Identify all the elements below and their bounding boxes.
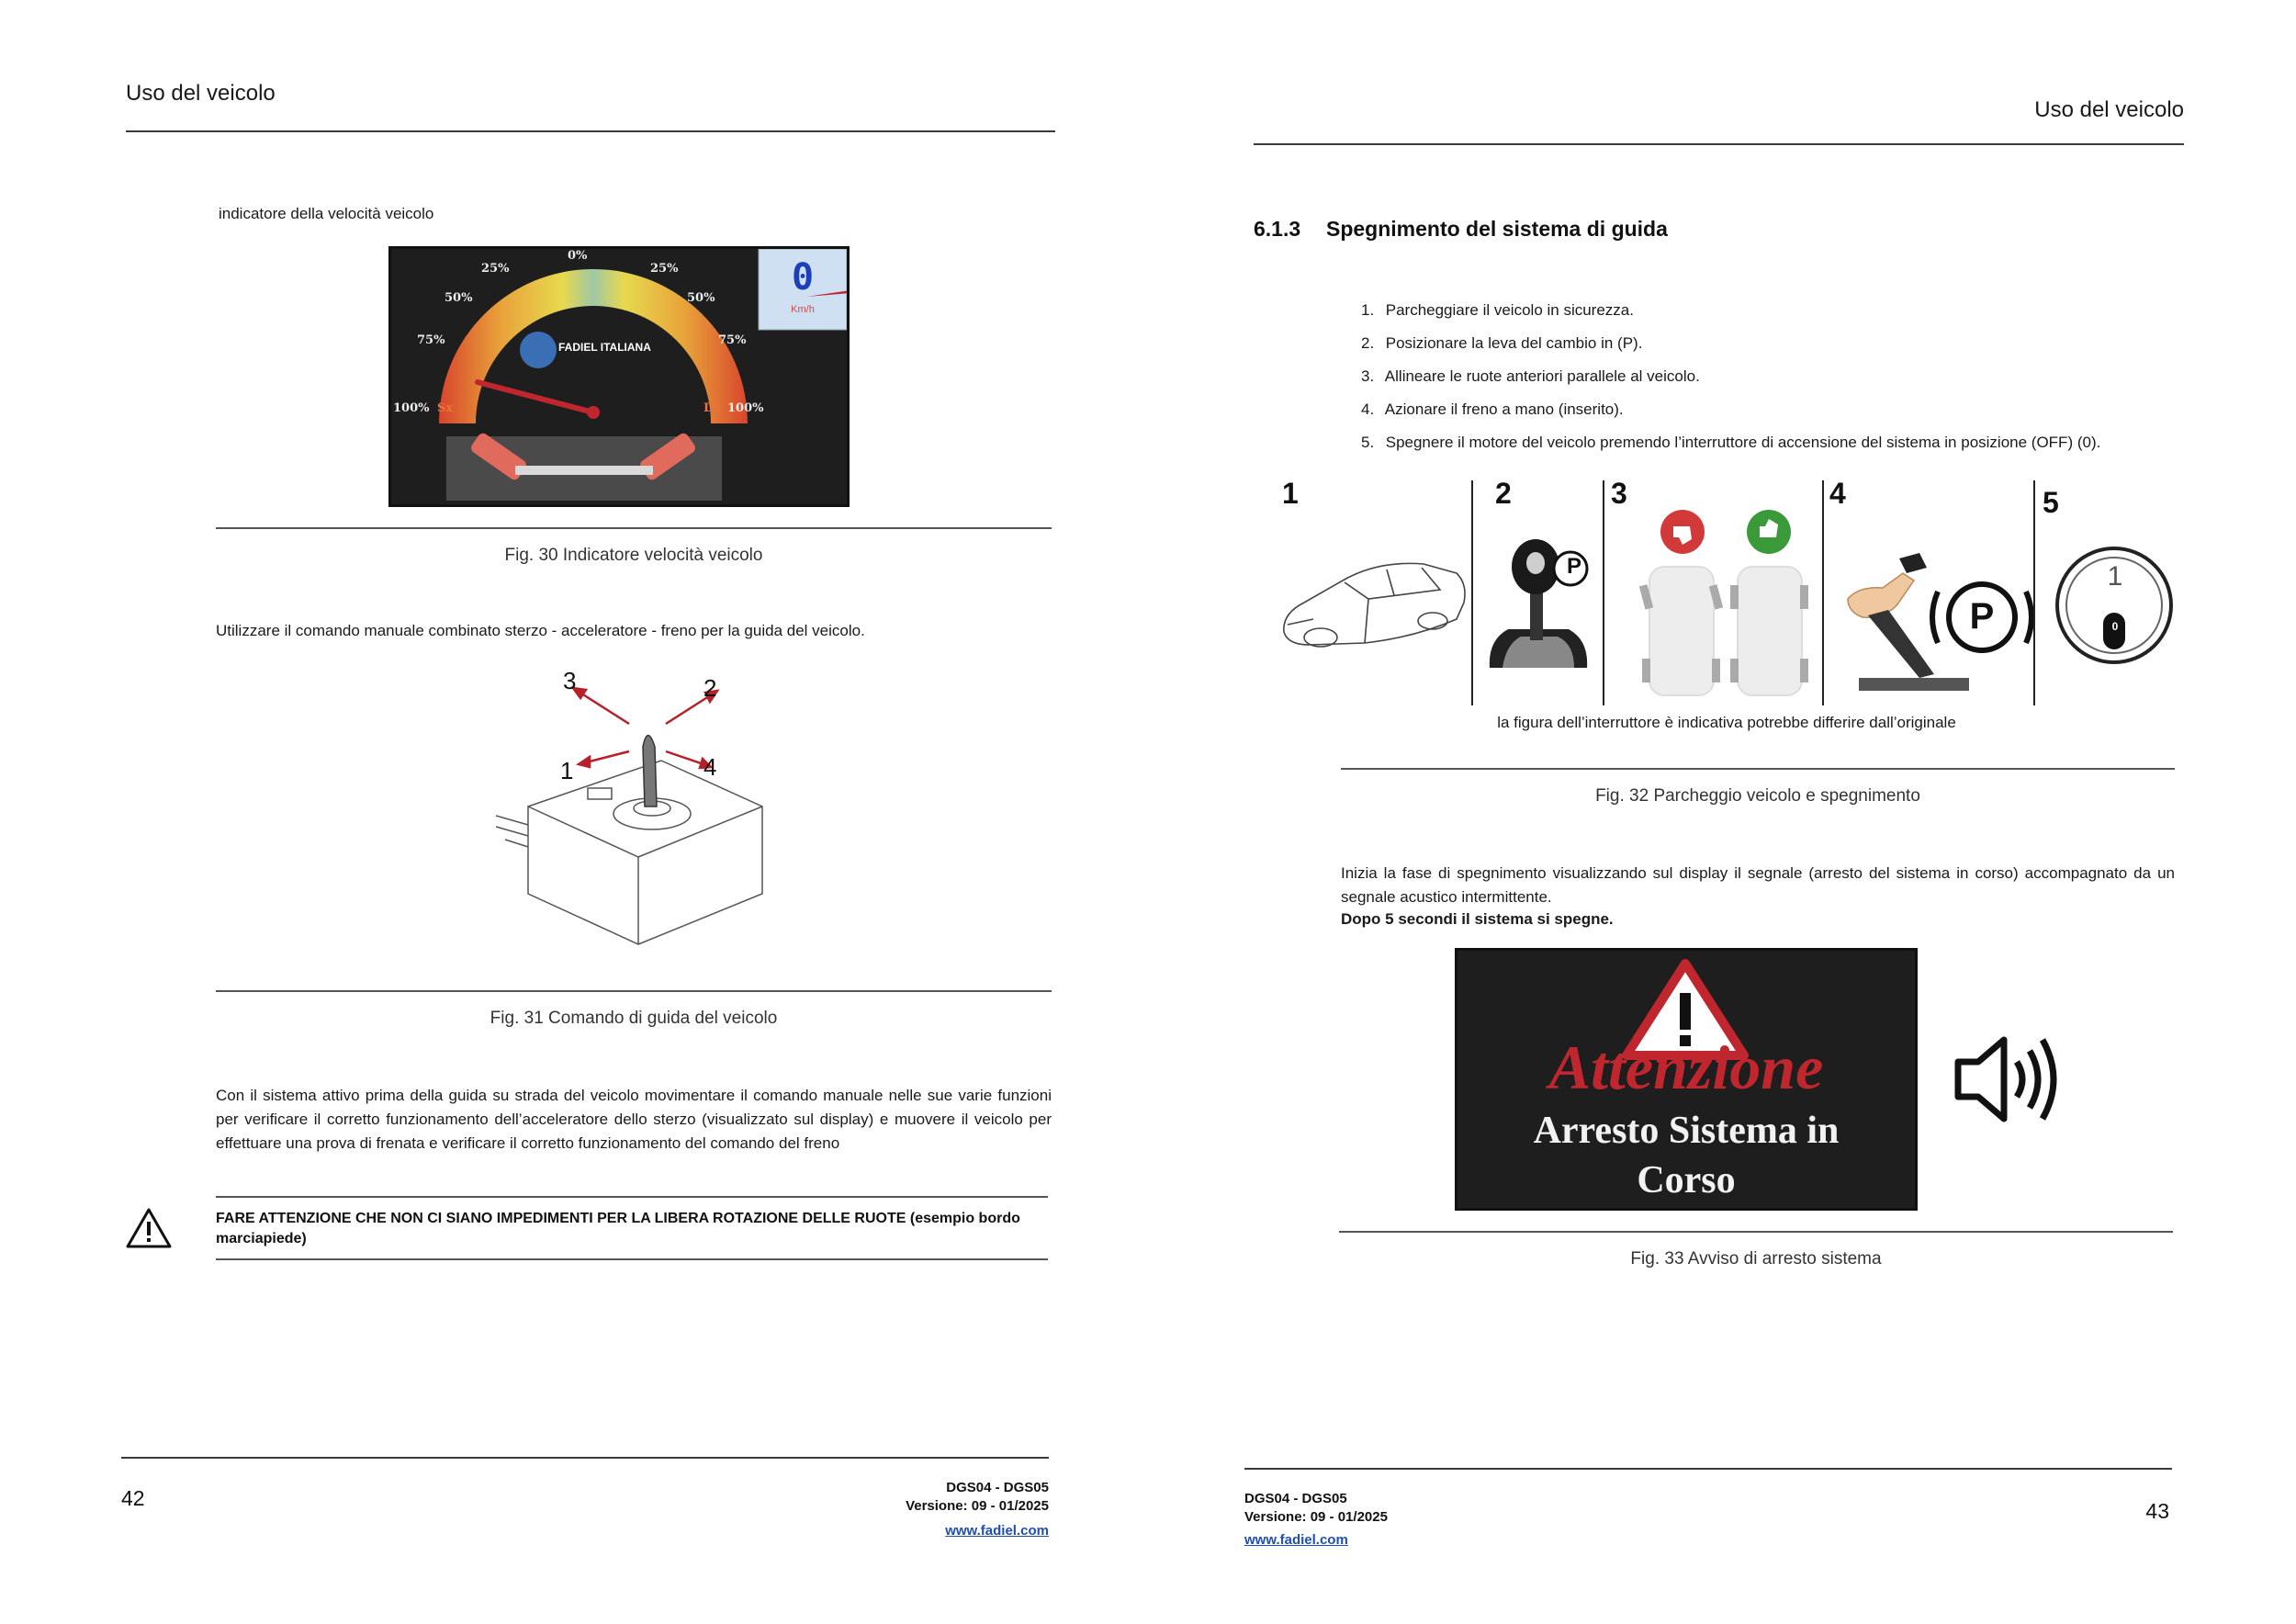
left-website-link[interactable]: www.fadiel.com (945, 1523, 1049, 1539)
gauge-label-50-left: 50% (445, 291, 473, 305)
shutdown-steps-list (1361, 294, 2100, 459)
alert-line-2: Corso (1637, 1159, 1736, 1201)
joystick-label-4: 4 (703, 753, 717, 781)
fig30-rule (216, 527, 1052, 529)
speaker-sound-icon (1951, 1029, 2061, 1130)
panel-number-4: 4 (1829, 477, 1846, 510)
panel-number-3: 3 (1611, 477, 1627, 510)
switch-off-symbol: 0 (2111, 620, 2119, 633)
ignition-switch-icon (2050, 541, 2178, 670)
fig33-caption: Fig. 33 Avviso di arresto sistema (1630, 1249, 1882, 1269)
step-item: 1. Parcheggiare il veicolo in sicurezza. (1361, 301, 1634, 319)
gauge-label-100-right: 100% (727, 401, 764, 415)
gauge-tag-left: Sx (437, 401, 454, 415)
gauge-tag-right: Dx (703, 401, 722, 415)
axle-icon (515, 466, 653, 475)
panel-number-1: 1 (1282, 477, 1299, 510)
right-website-link[interactable]: www.fadiel.com (1244, 1532, 1348, 1548)
joystick-figure (487, 669, 799, 981)
gauge-label-25-left: 25% (481, 262, 510, 276)
needle-hub (587, 406, 600, 419)
handbrake-icon (1831, 551, 2033, 698)
arrow-3 (579, 692, 629, 724)
right-version: Versione: 09 - 01/2025 (1244, 1509, 1388, 1525)
parking-steps-figure (1277, 473, 2186, 712)
handbrake-park-symbol: P (1969, 596, 1995, 637)
gauge-label-75-left: 75% (417, 333, 445, 347)
step-item: 3. Allineare le ruote anteriori parallele al veicolo. (1361, 367, 1700, 385)
panel-number-5: 5 (2043, 486, 2059, 519)
speed-unit: Km/h (791, 304, 815, 315)
shutdown-bold: Dopo 5 secondi il sistema si spegne. (1341, 910, 1614, 928)
fig32-caption: Fig. 32 Parcheggio veicolo e spegnimento (1595, 786, 1920, 806)
parked-car-icon (1277, 542, 1469, 661)
alert-line-1: Arresto Sistema in (1533, 1110, 1840, 1152)
left-version: Versione: 09 - 01/2025 (906, 1498, 1049, 1514)
arrow-4 (666, 751, 703, 764)
gauge-label-100-left: 100% (393, 401, 430, 415)
right-header-rule (1254, 143, 2184, 145)
panel-separator (1822, 480, 1824, 705)
warning-triangle-icon (125, 1207, 173, 1249)
logo-globe-icon (520, 332, 557, 368)
fig31-caption: Fig. 31 Comando di guida del veicolo (490, 1009, 778, 1028)
joystick-graphic (487, 669, 799, 981)
warning-text: FARE ATTENZIONE CHE NON CI SIANO IMPEDIMENTI PER LA LIBERA ROTAZIONE DELLE RUOTE (esempio bordo marciapiede) (216, 1211, 1020, 1246)
warning-bottom-rule (216, 1258, 1048, 1260)
step-item: 4. Azionare il freno a mano (inserito). (1361, 400, 1624, 418)
arrow-1 (586, 751, 629, 762)
left-page-number: 42 (121, 1486, 145, 1510)
warning-top-rule (216, 1196, 1048, 1198)
fig31-rule (216, 990, 1052, 992)
joystick-label-1: 1 (560, 757, 574, 784)
wheel-alignment-icon (1609, 493, 1820, 705)
header-rule (126, 130, 1055, 132)
left-page-header: Uso del veicolo (126, 81, 276, 106)
joystick-label-2: 2 (703, 674, 717, 702)
gauge-needle (478, 382, 593, 412)
gear-lever-icon (1480, 530, 1600, 677)
check-paragraph: Con il sistema attivo prima della guida su strada del veicolo movimentare il comando manuale nelle sue varie funzioni per verificare il corretto funzionamento dell’acceleratore dello sterzo (visualizzato sul display) e muovere il veicolo per effettuare una prova di frenata e verificare il corretto funzionamento del comando del freno (216, 1087, 1052, 1152)
panel-number-2: 2 (1495, 477, 1512, 510)
shutdown-paragraph: Inizia la fase di spegnimento visualizzando sul display il segnale (arresto del sistema in corso) accompagnato da un segnale acustico intermittente. (1341, 864, 2175, 906)
left-doc-code: DGS04 - DGS05 (946, 1480, 1049, 1495)
control-intro: Utilizzare il comando manuale combinato sterzo - acceleratore - freno per la guida del veicolo. (216, 622, 865, 639)
gauge-label-25-right: 25% (650, 262, 679, 276)
gauge-logo-text: FADIEL ITALIANA (558, 341, 651, 354)
panel-separator (2033, 480, 2035, 705)
speed-gauge-figure (388, 246, 850, 507)
speed-indicator-label: indicatore della velocità veicolo (219, 205, 434, 222)
fig33-rule (1339, 1231, 2173, 1233)
step-item: 2. Posizionare la leva del cambio in (P). (1361, 334, 1643, 352)
figure-note: la figura dell’interruttore è indicativa potrebbe differire dall’originale (1497, 714, 1956, 731)
right-doc-code: DGS04 - DGS05 (1244, 1491, 1347, 1506)
gauge-label-50-right: 50% (687, 291, 715, 305)
speed-value: 0 (791, 256, 815, 299)
joystick-lever-icon (643, 736, 657, 807)
section-title: Spegnimento del sistema di guida (1326, 217, 1668, 241)
right-footer-rule (1244, 1468, 2172, 1470)
panel-separator (1471, 480, 1473, 705)
step-item: 5. Spegnere il motore del veicolo premendo l’interruttore di accensione del sistema in posizione (OFF) (0). (1361, 434, 2101, 451)
right-page-number: 43 (2145, 1499, 2169, 1523)
gauge-label-0: 0% (568, 249, 588, 263)
switch-on-symbol: 1 (2107, 561, 2123, 592)
alert-title: Attenzione (1548, 1032, 1824, 1102)
shutdown-alert-display (1455, 948, 1918, 1211)
joystick-label-3: 3 (563, 667, 577, 694)
gear-park-symbol: P (1566, 554, 1581, 579)
right-page-header: Uso del veicolo (2034, 97, 2184, 122)
panel-separator (1603, 480, 1604, 705)
section-number: 6.1.3 (1254, 217, 1301, 241)
gauge-label-75-right: 75% (718, 333, 747, 347)
fig30-caption: Fig. 30 Indicatore velocità veicolo (504, 546, 763, 565)
left-footer-rule (121, 1457, 1049, 1459)
fig32-rule (1341, 768, 2175, 770)
